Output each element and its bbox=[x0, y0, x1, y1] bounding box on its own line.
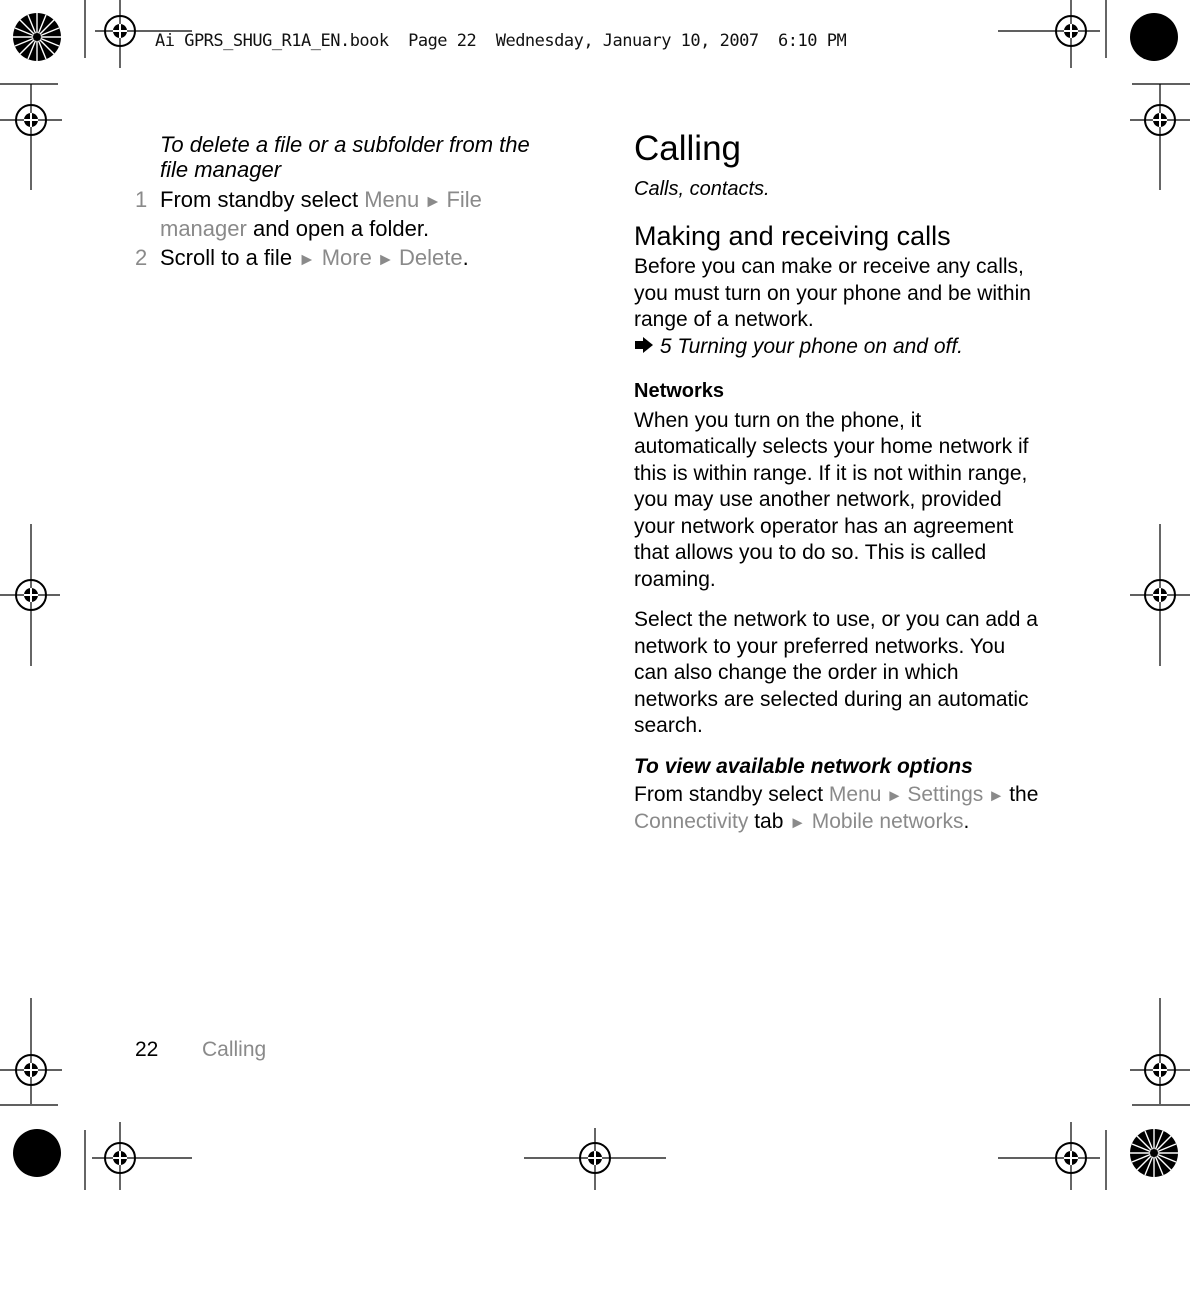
right-column bbox=[634, 128, 1044, 837]
step-2 bbox=[135, 244, 555, 273]
footer-section: Calling bbox=[202, 1038, 267, 1061]
file-manager-term: File manager bbox=[160, 187, 482, 241]
step-text: From standby select bbox=[160, 187, 365, 212]
connectivity-term: Connectivity bbox=[634, 810, 749, 833]
procedure-text: . bbox=[963, 810, 970, 833]
more-term: More bbox=[321, 245, 372, 270]
delete-term: Delete bbox=[399, 245, 463, 270]
procedure-text: From standby select bbox=[634, 782, 829, 806]
page-footer bbox=[135, 1038, 266, 1062]
chapter-title: Calling bbox=[634, 129, 741, 168]
arrow-right-icon bbox=[634, 334, 654, 360]
procedure-networks bbox=[634, 782, 1044, 837]
left-column bbox=[135, 132, 555, 275]
step-number: 1 bbox=[135, 187, 148, 212]
menu-term: Menu bbox=[364, 187, 420, 212]
arrow-right-icon: ► bbox=[419, 191, 447, 211]
networks-heading: Networks bbox=[634, 379, 725, 402]
procedure-text: the bbox=[1009, 782, 1039, 806]
cross-reference-text: 5 Turning your phone on and off. bbox=[659, 334, 964, 358]
chapter-subtitle: Calls, contacts. bbox=[634, 178, 770, 200]
settings-term: Settings bbox=[907, 782, 984, 806]
step-text: . bbox=[462, 245, 469, 270]
intro-paragraph: Before you can make or receive any calls, you must turn on your phone and be within range of a network. bbox=[634, 255, 1031, 331]
step-1 bbox=[135, 186, 555, 242]
arrow-right-icon: ► bbox=[371, 249, 400, 269]
step-text: and open a folder. bbox=[246, 216, 430, 241]
print-header: Ai GPRS_SHUG_R1A_EN.book Page 22 Wednesday, January 10, 2007 6:10 PM bbox=[155, 31, 847, 51]
procedure-text: tab bbox=[748, 810, 790, 833]
step-number: 2 bbox=[135, 245, 148, 270]
arrow-right-icon: ► bbox=[983, 785, 1010, 805]
menu-term: Menu bbox=[828, 782, 882, 806]
cross-reference bbox=[634, 334, 1044, 360]
mobile-networks-term: Mobile networks bbox=[811, 810, 964, 833]
procedure-heading-networks: To view available network options bbox=[634, 754, 973, 778]
procedure-heading-delete: To delete a file or a subfolder from the file manager bbox=[160, 132, 530, 182]
step-text: Scroll to a file bbox=[160, 245, 299, 270]
page-number: 22 bbox=[135, 1038, 159, 1061]
arrow-right-icon: ► bbox=[881, 785, 908, 805]
networks-paragraph-1: When you turn on the phone, it automatically selects your home network if this is within range. If it is not within range, you may use another network, provided your network operator has an agreement that allows you to do so. This is called roaming. bbox=[634, 408, 1029, 591]
section-title: Making and receiving calls bbox=[634, 221, 951, 251]
arrow-right-icon: ► bbox=[789, 813, 806, 832]
arrow-right-icon: ► bbox=[298, 249, 316, 269]
networks-paragraph-2: Select the network to use, or you can add a network to your preferred networks. You can also change the order in which networks are selected during an automatic search. bbox=[634, 608, 1038, 737]
